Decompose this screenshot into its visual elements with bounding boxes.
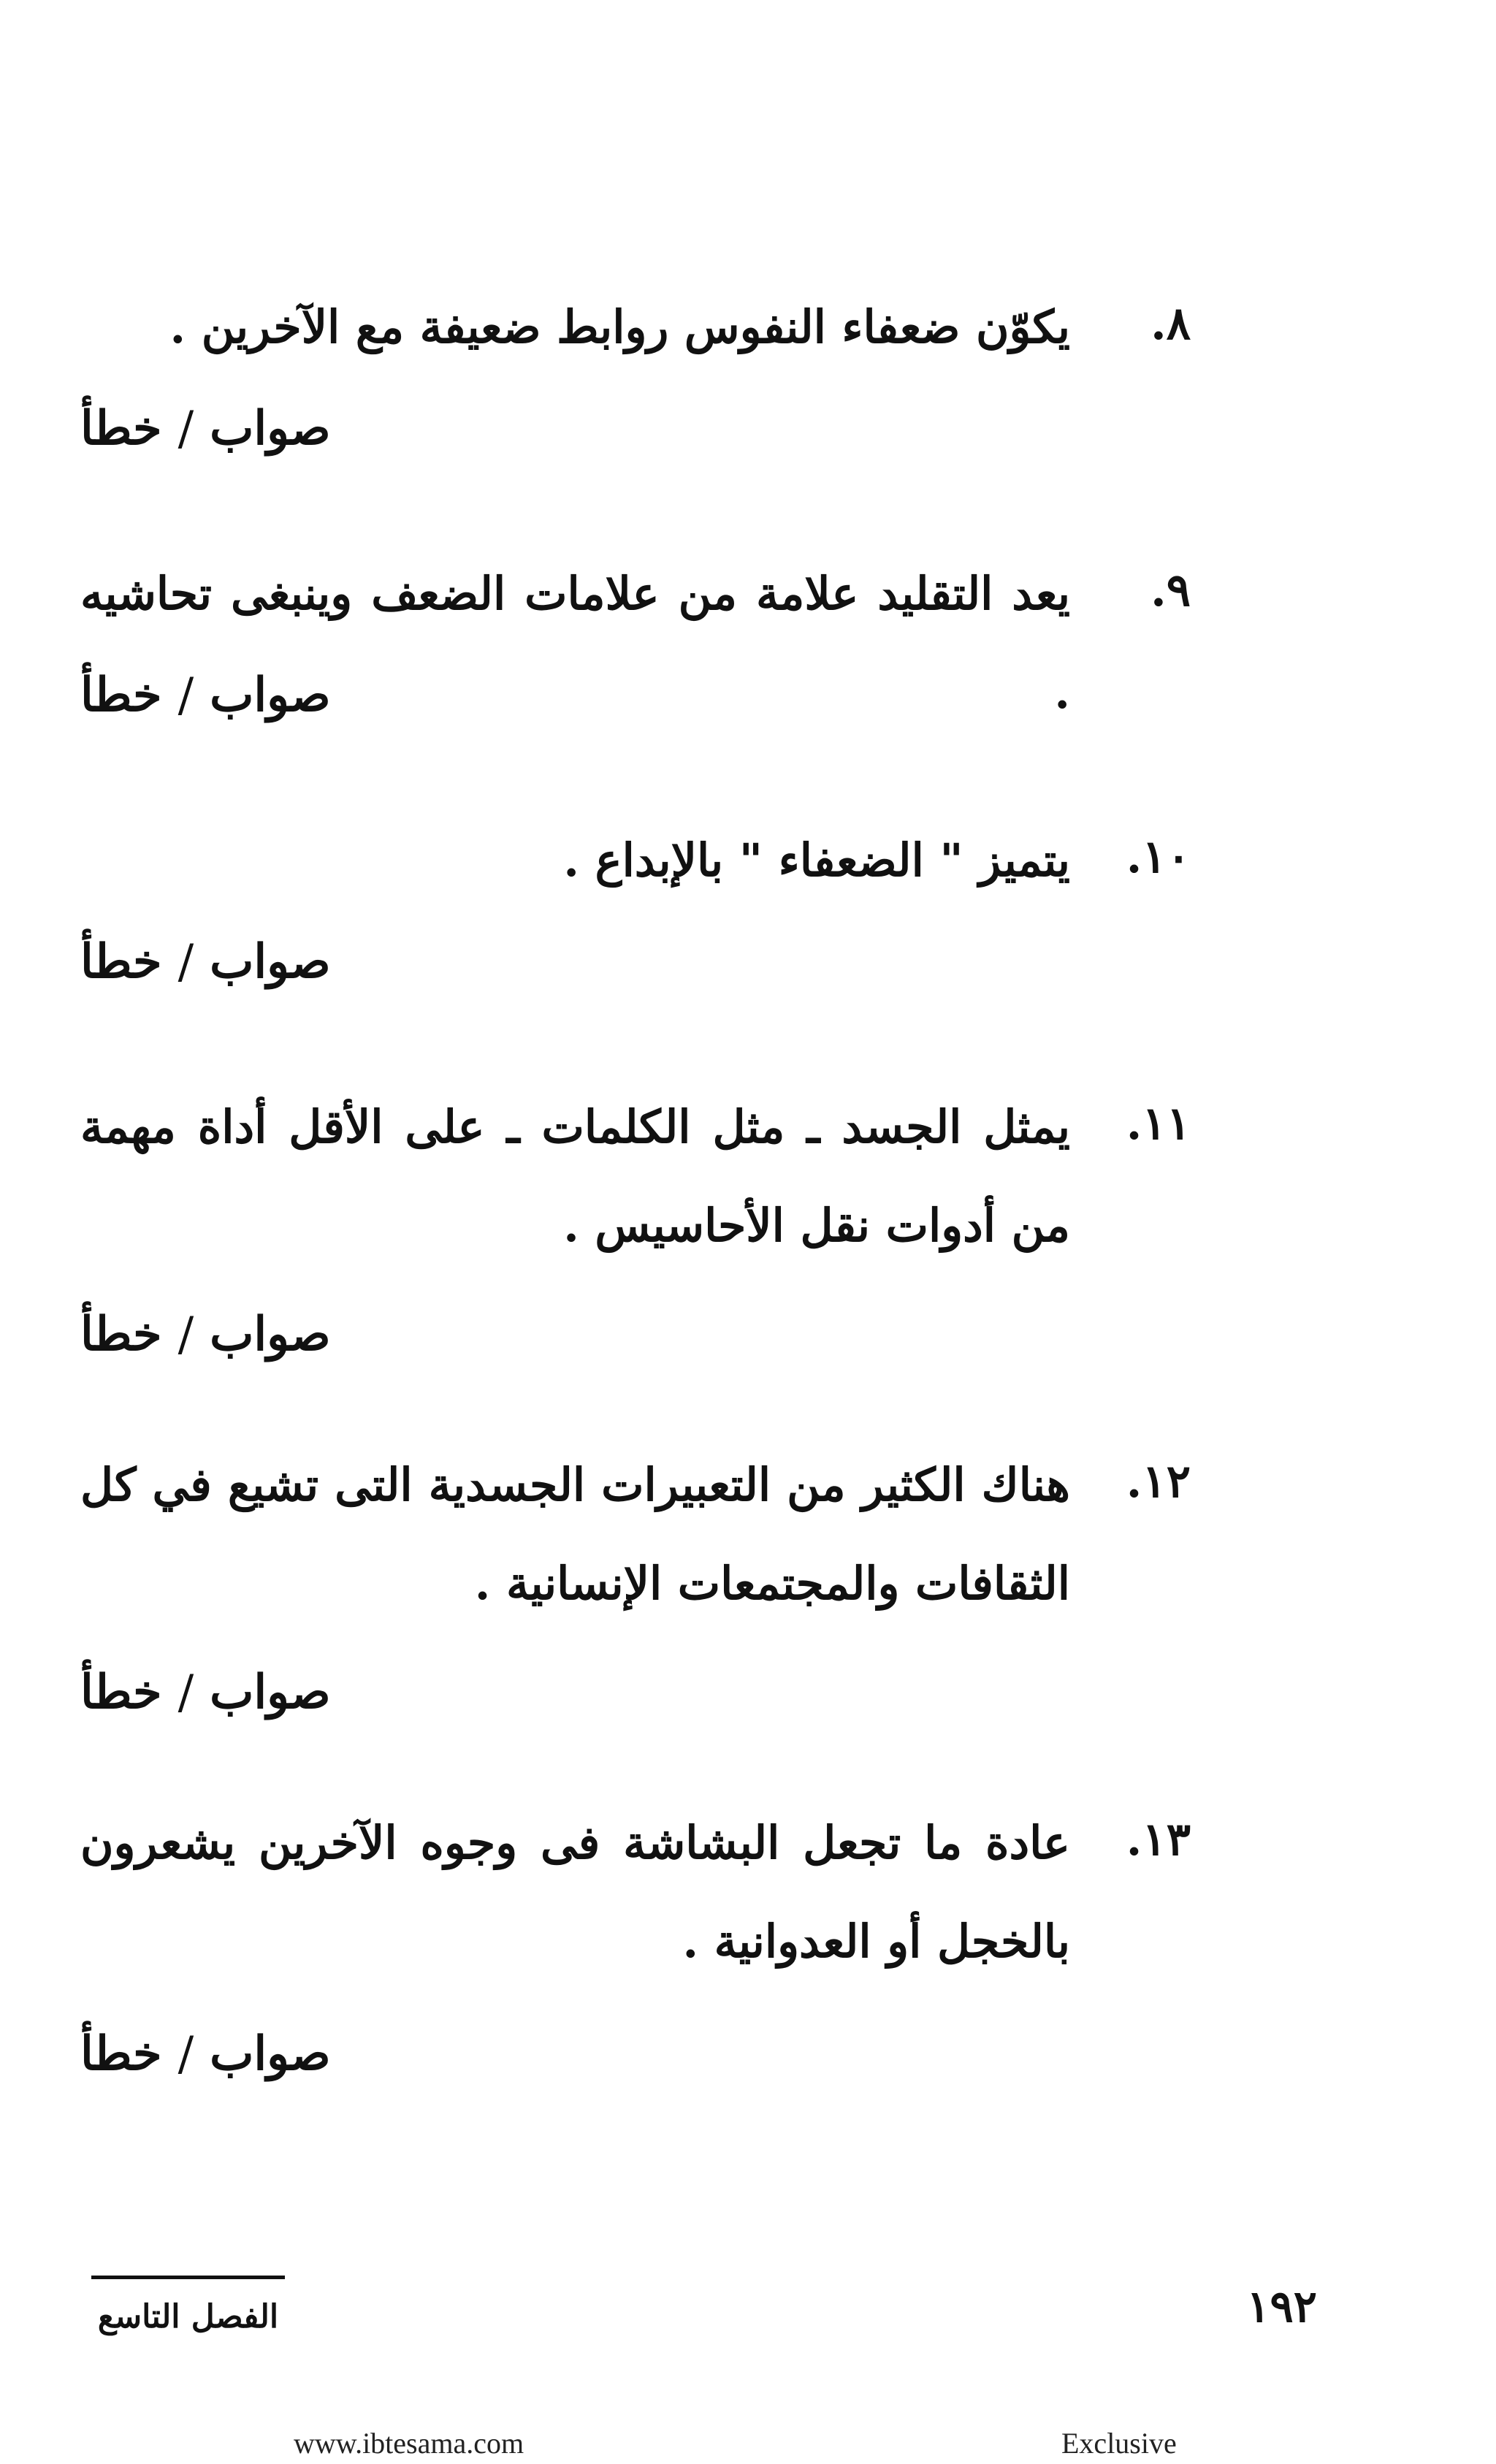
answer-choices-9 [80, 668, 331, 722]
question-number: ٨. [1150, 297, 1191, 350]
answer-false: خطأ [80, 401, 162, 456]
answer-separator: / [178, 1666, 194, 1720]
question-12 [80, 1435, 1191, 1633]
answer-choices-10 [80, 934, 331, 989]
question-text: يكوّن ضعفاء النفوس روابط ضعيفة مع الآخرين . [169, 300, 1070, 354]
question-number: ١٠. [1126, 830, 1191, 883]
question-10 [80, 811, 1191, 909]
website-watermark: www.ibtesama.com [294, 2427, 524, 2460]
answer-separator: / [178, 1308, 194, 1362]
answer-separator: / [178, 402, 194, 456]
answer-true: صواب [210, 1307, 331, 1362]
exclusive-tag: Exclusive [1061, 2427, 1177, 2460]
answer-choices-8 [80, 401, 331, 456]
chapter-title: الفصل التاسع [97, 2298, 279, 2335]
answer-true: صواب [210, 1665, 331, 1720]
question-text: يعد التقليد علامة من علامات الضعف وينبغى تحاشيه . [80, 567, 1070, 719]
question-text: يمثل الجسد ـ مثل الكلمات ـ على الأقل أداة مهمة من أدوات نقل الأحاسيس . [80, 1100, 1070, 1252]
question-number: ١١. [1126, 1096, 1191, 1150]
answer-separator: / [178, 668, 194, 722]
page-number: ١٩٢ [1246, 2281, 1317, 2333]
answer-false: خطأ [80, 2026, 162, 2081]
question-text: هناك الكثير من التعبيرات الجسدية التى تشيع في كل الثقافات والمجتمعات الإنسانية . [80, 1458, 1070, 1610]
question-number: ١٢. [1126, 1454, 1191, 1508]
answer-true: صواب [210, 934, 331, 989]
answer-separator: / [178, 2027, 194, 2081]
question-text: عادة ما تجعل البشاشة فى وجوه الآخرين يشعرون بالخجل أو العدوانية . [80, 1816, 1070, 1968]
question-number: ٩. [1150, 563, 1191, 617]
answer-false: خطأ [80, 1307, 162, 1362]
answer-true: صواب [210, 2026, 331, 2081]
answer-separator: / [178, 935, 194, 989]
question-text: يتميز " الضعفاء " بالإبداع . [563, 834, 1070, 887]
question-13 [80, 1793, 1191, 1991]
answer-false: خطأ [80, 1665, 162, 1720]
answer-choices-11 [80, 1307, 331, 1362]
answer-true: صواب [210, 668, 331, 722]
answer-false: خطأ [80, 934, 162, 989]
question-8 [80, 278, 1191, 376]
chapter-rule [91, 2276, 285, 2279]
question-number: ١٣. [1126, 1812, 1191, 1866]
answer-choices-13 [80, 2026, 331, 2081]
answer-choices-12 [80, 1665, 331, 1720]
answer-true: صواب [210, 401, 331, 456]
question-11 [80, 1077, 1191, 1275]
answer-false: خطأ [80, 668, 162, 722]
